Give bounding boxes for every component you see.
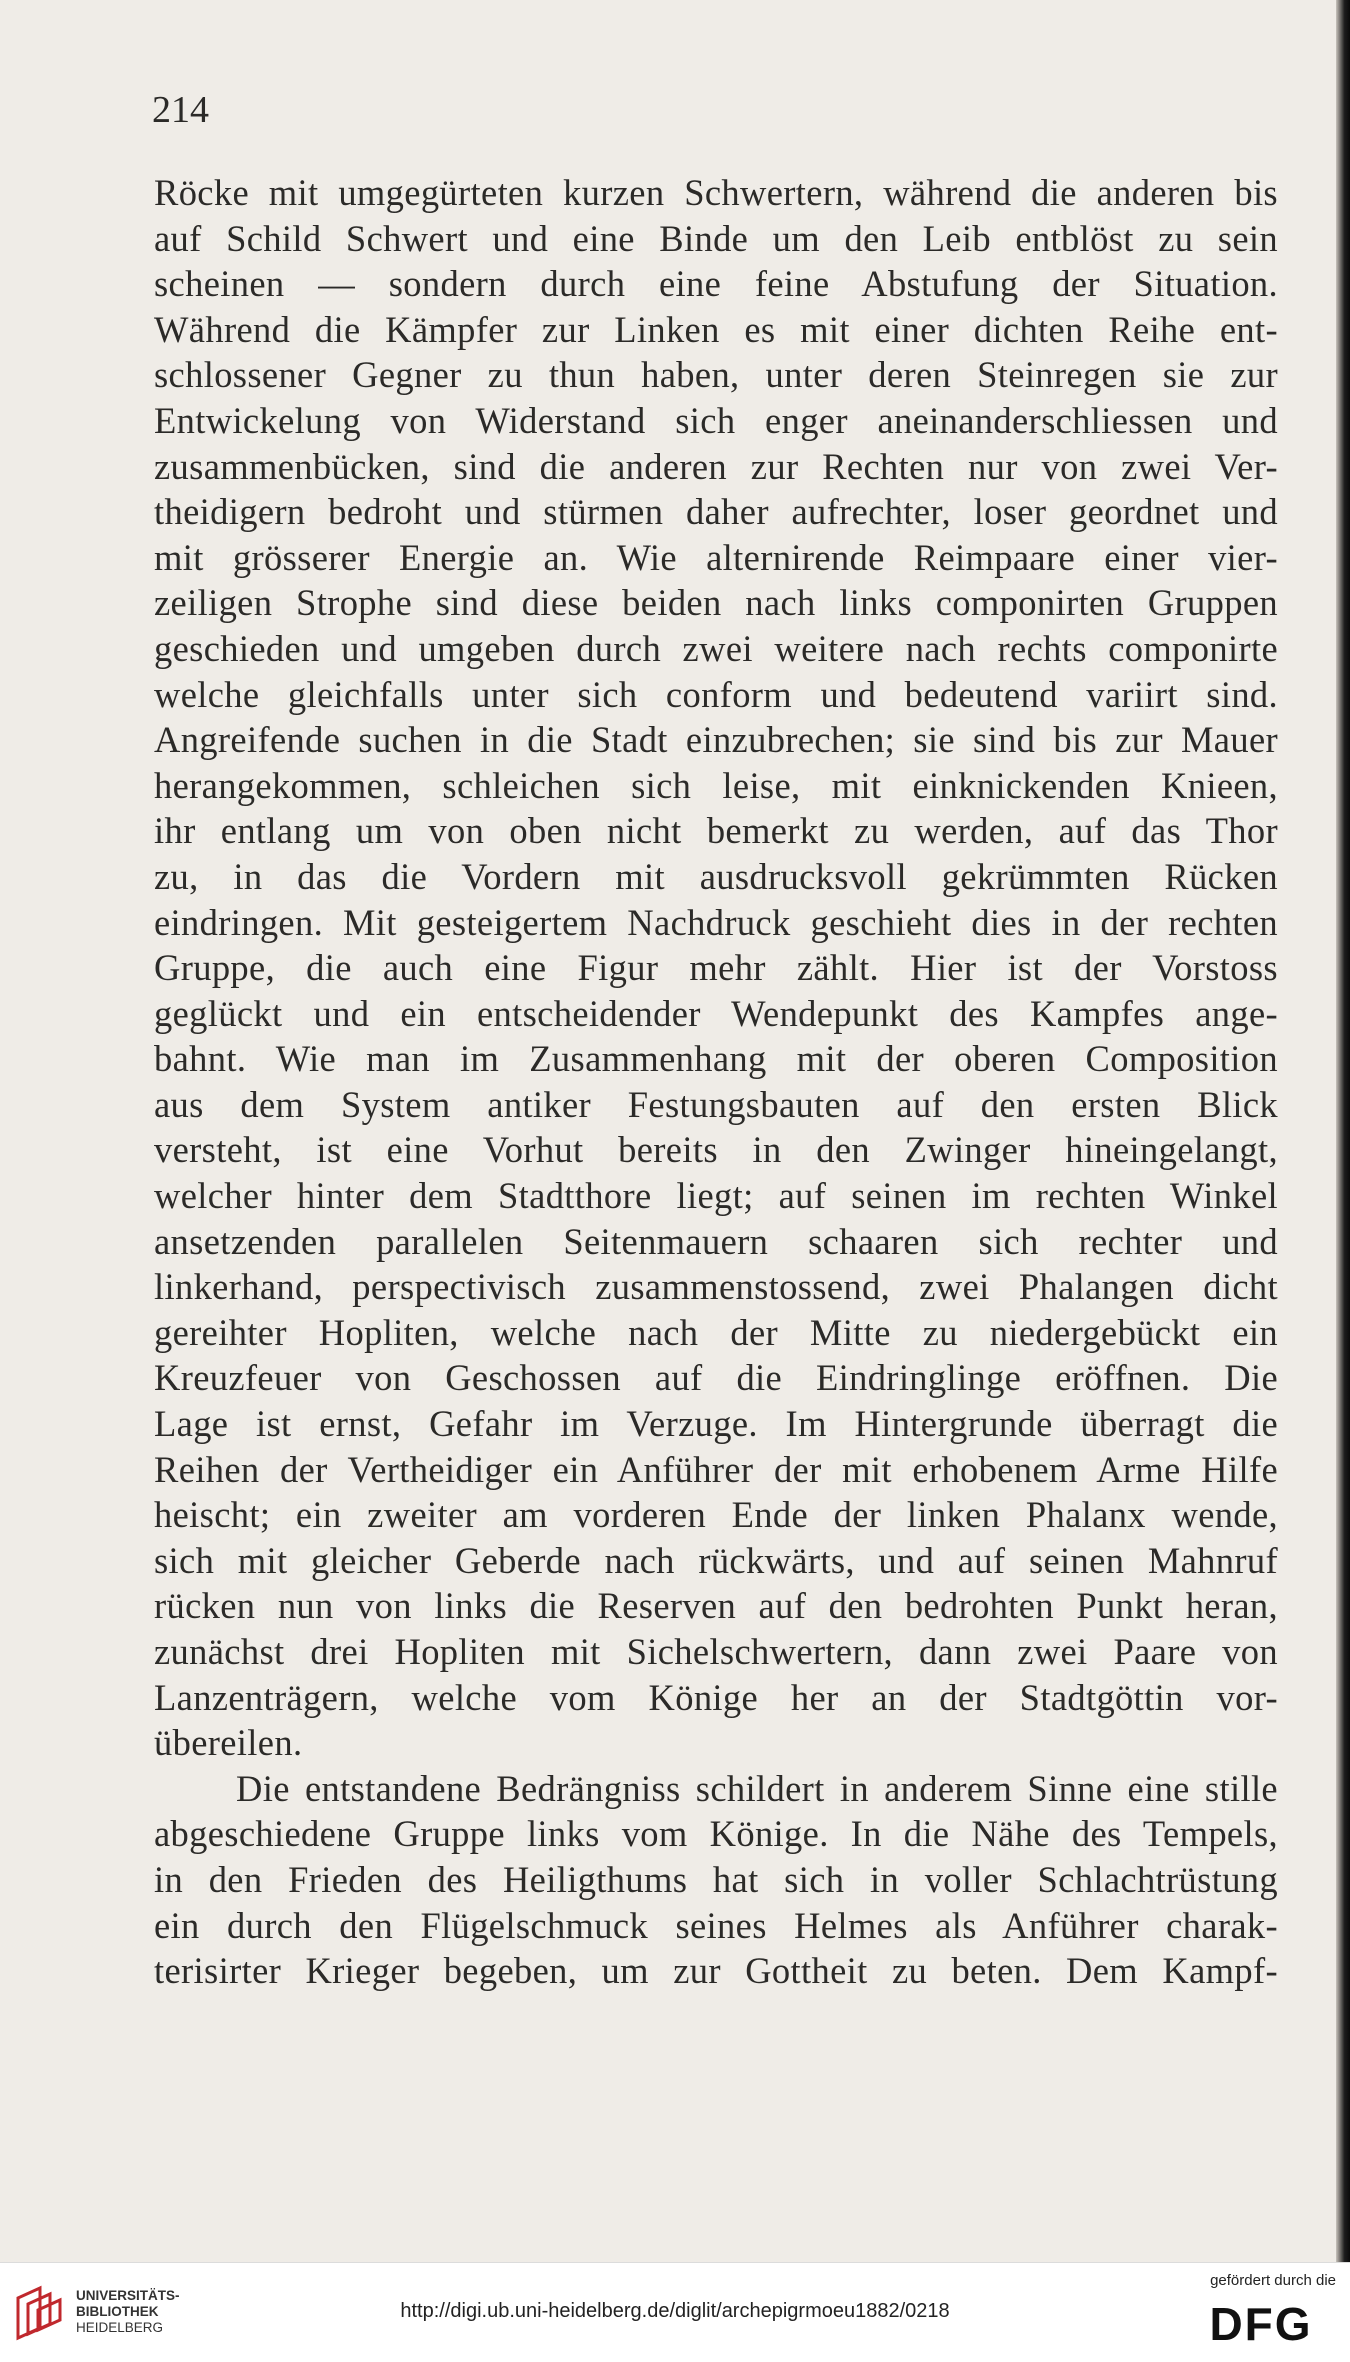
text-line: linkerhand, perspectivisch zusammenstossend, zwei Phalangen dicht — [154, 1266, 1278, 1308]
text-line: eindringen. Mit gesteigertem Nachdruck geschieht dies in der rechten — [154, 901, 1278, 943]
text-line: welche gleichfalls unter sich conform und bedeutend variirt sind. — [154, 673, 1278, 715]
body-text — [154, 170, 1278, 1994]
dfg-logo-text: DFG — [1209, 2298, 1313, 2346]
text-line: herangekommen, schleichen sich leise, mit einknickenden Knieen, — [154, 764, 1278, 806]
text-line: theidigern bedroht und stürmen daher aufrechter, loser geordnet und — [154, 491, 1278, 533]
text-line: aus dem System antiker Festungsbauten auf den ersten Blick — [154, 1083, 1278, 1125]
permalink-url[interactable]: http://digi.ub.uni-heidelberg.de/diglit/archepigrmoeu1882/0218 — [400, 2300, 950, 2322]
text-line: ansetzenden parallelen Seitenmauern schaaren sich rechter und — [154, 1220, 1278, 1262]
text-line: Lage ist ernst, Gefahr im Verzuge. Im Hintergrunde überragt die — [154, 1403, 1278, 1445]
text-line: mit grösserer Energie an. Wie alternirende Reimpaare einer vier- — [154, 536, 1278, 578]
text-line: abgeschiedene Gruppe links vom Könige. In die Nähe des Tempels, — [154, 1813, 1278, 1855]
text-line: rücken nun von links die Reserven auf den bedrohten Punkt heran, — [154, 1585, 1278, 1627]
funder-label: gefördert durch die — [1210, 2272, 1336, 2289]
text-line: versteht, ist eine Vorhut bereits in den Zwinger hineingelangt, — [154, 1129, 1278, 1171]
text-line: übereilen. — [154, 1722, 303, 1764]
library-name-line: BIBLIOTHEK — [76, 2304, 159, 2319]
library-name-line: UNIVERSITÄTS- — [76, 2288, 180, 2303]
text-line: scheinen — sondern durch eine feine Abstufung der Situation. — [154, 263, 1278, 305]
text-line: zusammenbücken, sind die anderen zur Rechten nur von zwei Ver- — [154, 445, 1278, 487]
text-line: zeiligen Strophe sind diese beiden nach links componirten Gruppen — [154, 582, 1278, 624]
text-line: Während die Kämpfer zur Linken es mit einer dichten Reihe ent- — [154, 308, 1278, 350]
text-line: zu, in das die Vordern mit ausdrucksvoll gekrümmten Rücken — [154, 855, 1278, 897]
text-line: Röcke mit umgegürteten kurzen Schwertern, während die anderen bis — [154, 172, 1278, 213]
text-line: geglückt und ein entscheidender Wendepunkt des Kampfes ange- — [154, 992, 1278, 1034]
text-line: Kreuzfeuer von Geschossen auf die Eindringlinge eröffnen. Die — [154, 1357, 1278, 1399]
text-line: Lanzenträgern, welche vom Könige her an der Stadtgöttin vor- — [154, 1676, 1278, 1718]
text-line: Gruppe, die auch eine Figur mehr zählt. Hier ist der Vorstoss — [154, 947, 1278, 989]
text-line: terisirter Krieger begeben, um zur Gottheit zu beten. Dem Kampf- — [154, 1950, 1278, 1992]
text-line: Reihen der Vertheidiger ein Anführer der mit erhobenem Arme Hilfe — [154, 1448, 1278, 1490]
dfg-logo-icon — [1186, 2298, 1336, 2346]
text-line: Die entstandene Bedrängniss schildert in anderem Sinne eine stille — [236, 1767, 1278, 1809]
text-line: bahnt. Wie man im Zusammenhang mit der oberen Composition — [154, 1038, 1278, 1080]
text-line: Entwickelung von Widerstand sich enger aneinanderschliessen und — [154, 399, 1278, 441]
book-spine-shadow — [1336, 0, 1350, 2262]
text-line: zunächst drei Hopliten mit Sichelschwertern, dann zwei Paare von — [154, 1631, 1278, 1672]
text-line: sich mit gleicher Geberde nach rückwärts, und auf seinen Mahnruf — [154, 1539, 1278, 1581]
text-line: ihr entlang um von oben nicht bemerkt zu werden, auf das Thor — [154, 810, 1278, 852]
page-number: 214 — [152, 89, 209, 131]
text-line: geschieden und umgeben durch zwei weitere nach rechts componirte — [154, 627, 1278, 669]
text-line: ein durch den Flügelschmuck seines Helmes als Anführer charak- — [154, 1904, 1278, 1946]
text-line: heischt; ein zweiter am vorderen Ende der linken Phalanx wende, — [154, 1494, 1278, 1536]
text-line: in den Frieden des Heiligthums hat sich in voller Schlachtrüstung — [154, 1858, 1278, 1900]
text-line: Angreifende suchen in die Stadt einzubrechen; sie sind bis zur Mauer — [154, 719, 1278, 761]
text-line: gereihter Hopliten, welche nach der Mitte zu niedergebückt ein — [154, 1311, 1278, 1353]
library-name-line: HEIDELBERG — [76, 2320, 164, 2335]
text-line: auf Schild Schwert und eine Binde um den Leib entblöst zu sein — [154, 217, 1278, 259]
text-line: schlossener Gegner zu thun haben, unter deren Steinregen sie zur — [154, 354, 1278, 396]
text-line: welcher hinter dem Stadtthore liegt; auf seinen im rechten Winkel — [154, 1175, 1278, 1217]
